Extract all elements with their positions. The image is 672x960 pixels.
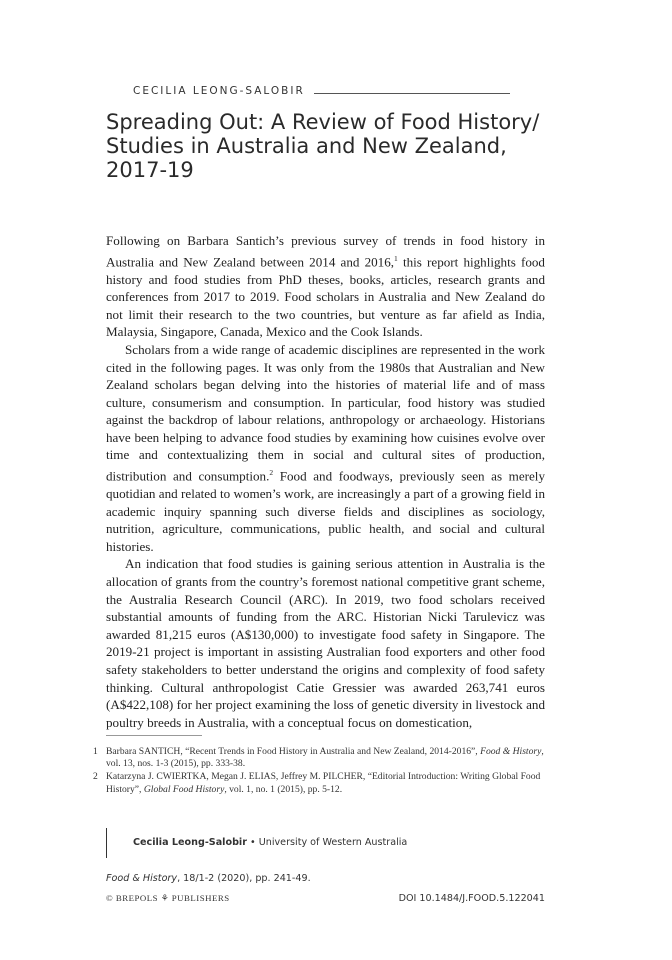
paragraph: An indication that food studies is gaining serious attention in Australia is the allocation of grants from the country’s foremost national competitive grant scheme, the Australia Research Council (ARC). In 2019, two food scholars received substantial amounts of funding from the ARC. Historian Nicki Tarulevicz was awarded 81,215 euros (A$130,000) to investigate food safety in Singapore. The 2019-21 project is important in assisting Australian food exporters and other food safety stakeholders to better understand the origins and complexity of food safety thinking. Cultural anthropologist Catie Gressier was awarded 263,741 euros (A$422,108) for her project examining the loss of genetic diversity in livestock and poultry breeds in Australia, with a conceptual focus on domestication, <box>106 556 545 730</box>
footnote-number: 2 <box>93 771 98 783</box>
footnote-rule <box>106 735 202 736</box>
doi-link[interactable]: DOI 10.1484/J.FOOD.5.122041 <box>398 893 545 904</box>
article-title: Spreading Out: A Review of Food History/ Studies in Australia and New Zealand, 2017-19 <box>106 110 540 182</box>
running-author: CECILIA LEONG-SALOBIR <box>133 85 305 97</box>
article-body <box>106 232 545 731</box>
affiliation-bar <box>106 828 107 858</box>
footnote-ref-1[interactable]: 1 <box>394 253 398 263</box>
author-name: Cecilia Leong-Salobir <box>133 837 247 848</box>
footnote-ref-2[interactable]: 2 <box>269 468 274 478</box>
journal-citation: Food & History, 18/1-2 (2020), pp. 241-49. <box>106 873 311 884</box>
paragraph: Scholars from a wide range of academic disciplines are represented in the work cited in the following pages. It was only from the 1980s that Australian and New Zealand scholars began delving into the histories of material life and of mass culture, consumerism and consumption. In particular, food history was studied against the backdrop of labour relations, anthropology or archaeology. Historians have been helping to advance food studies by examining how cuisines evolve over time and contextualizing them in social and cultural sites of production, distribution and consumption.$^2$ Food and foodways, previously seen as merely quotidian and related to women’s work, are increasingly a part of a growing field in academic inquiry spanning such diverse fields and disciplines as sociology, nutrition, agriculture, communications, public health, and social and cultural histories. <box>106 341 545 554</box>
publisher-logo: © BREPOLS ⚘ PUBLISHERS <box>106 893 230 903</box>
footnote-2: 2 Katarzyna J. CWIERTKA, Megan J. ELIAS, Jeffrey M. PILCHER, “Editorial Introduction: Writing Global Food History”, Global Food History, vol. 1, no. 1 (2015), pp. 5-12. <box>93 771 541 795</box>
footnote-number: 1 <box>93 746 98 757</box>
footnote-1: 1 Barbara SANTICH, “Recent Trends in Food History in Australia and New Zealand, 2014-2016”, Food & History, vol. 13, nos. 1-3 (2015), pp. 333-38. <box>93 746 544 770</box>
footnotes <box>93 746 545 797</box>
author-institution: University of Western Australia <box>258 837 408 848</box>
paragraph: Following on Barbara Santich’s previous survey of trends in food history in Australia and New Zealand between 2014 and 2016,$^1$ this report highlights food history and food studies from PhD theses, books, articles, research grants and conferences from 2017 to 2019. Food scholars in Australia and New Zealand do not limit their research to the two countries, but venture as far afield as India, Malaysia, Singapore, Canada, Mexico and the Cook Islands. <box>106 233 545 340</box>
author-affiliation: Cecilia Leong-Salobir • University of Western Australia <box>133 837 408 848</box>
header-rule <box>314 93 510 94</box>
